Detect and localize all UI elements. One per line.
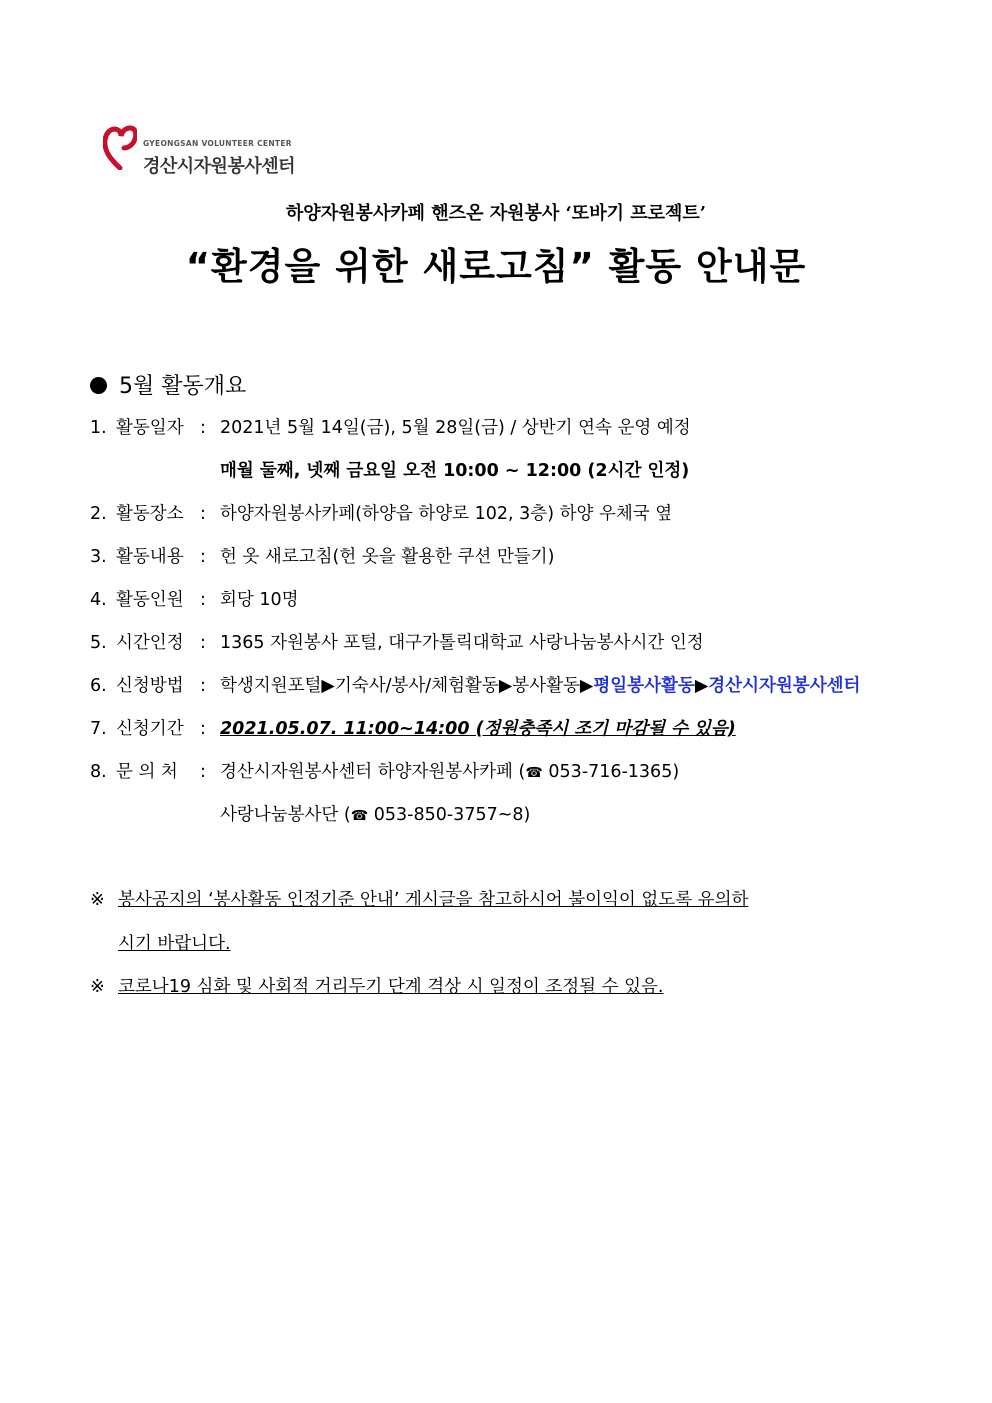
- apply-path-text: 학생지원포털▶기숙사/봉사/체험활동▶봉사활동▶: [220, 676, 594, 696]
- item-apply-period: [90, 715, 736, 740]
- section-heading: [90, 369, 246, 400]
- item-colon: :: [200, 590, 206, 610]
- item-label: 신청방법: [116, 676, 184, 696]
- item-value: 헌 옷 새로고침(헌 옷을 활용한 쿠션 만들기): [220, 547, 555, 567]
- item-number: 5.: [90, 633, 107, 653]
- item-number: 3.: [90, 547, 107, 567]
- item-value: 2021.05.07. 11:00~14:00 (정원충족시 조기 마감될 수 있음): [220, 719, 736, 739]
- item-label: 신청기간: [116, 719, 184, 739]
- note-2-text: 코로나19 심화 및 사회적 거리두기 단계 격상 시 일정이 조정될 수 있음.: [118, 977, 664, 997]
- item-apply-method: [90, 672, 860, 697]
- center-logo: [103, 122, 343, 182]
- item-time-credit: [90, 629, 704, 654]
- note-1-continued: 시기 바랍니다.: [118, 934, 231, 954]
- reference-mark: ※: [90, 890, 105, 910]
- item-date-detail: 매월 둘째, 넷째 금요일 오전 10:00 ~ 12:00 (2시간 인정): [220, 461, 690, 481]
- item-label: 활동장소: [116, 504, 184, 524]
- item-number: 8.: [90, 762, 107, 782]
- section-heading-text: 5월 활동개요: [119, 374, 247, 399]
- item-contact-detail: [220, 801, 530, 826]
- item-location: [90, 500, 672, 525]
- contact-name: 경산시자원봉사센터 하양자원봉사카페 (: [220, 762, 526, 782]
- item-colon: :: [200, 547, 206, 567]
- item-colon: :: [200, 762, 206, 782]
- item-label: 활동인원: [116, 590, 184, 610]
- item-label: 활동내용: [116, 547, 184, 567]
- note-1-text: 봉사공지의 ‘봉사활동 인정기준 안내’ 게시글을 참고하시어 불이익이 없도록 유의하: [118, 890, 749, 910]
- apply-path-weekday: 평일봉사활동: [593, 676, 695, 696]
- item-value: 2021년 5월 14일(금), 5월 28일(금) / 상반기 연속 운영 예정: [220, 418, 691, 438]
- note-2: [90, 973, 663, 998]
- item-number: 2.: [90, 504, 107, 524]
- item-content: [90, 543, 554, 568]
- item-colon: :: [200, 676, 206, 696]
- item-date: [90, 414, 691, 439]
- item-label: 시간인정: [116, 633, 184, 653]
- contact-phone: 053-716-1365): [542, 762, 680, 782]
- heart-logo-icon: [103, 124, 137, 170]
- logo-english-name: GYEONGSAN VOLUNTEER CENTER: [143, 139, 292, 148]
- contact-phone-2: 053-850-3757~8): [368, 805, 531, 825]
- item-label: 활동일자: [116, 418, 184, 438]
- reference-mark: ※: [90, 977, 105, 997]
- item-value: 회당 10명: [220, 590, 299, 610]
- logo-korean-name: 경산시자원봉사센터: [143, 156, 295, 177]
- item-colon: :: [200, 504, 206, 524]
- item-label: 문 의 처: [116, 762, 178, 782]
- item-number: 1.: [90, 418, 107, 438]
- note-1: [90, 886, 748, 911]
- phone-icon: ☎: [525, 765, 543, 781]
- item-number: 6.: [90, 676, 107, 696]
- item-number: 4.: [90, 590, 107, 610]
- item-colon: :: [200, 633, 206, 653]
- item-capacity: [90, 586, 299, 611]
- phone-icon: ☎: [350, 808, 369, 824]
- item-contact: [90, 758, 679, 783]
- apply-path-arrow: ▶: [694, 676, 709, 696]
- document-title: “환경을 위한 새로고침” 활동 안내문: [185, 245, 807, 288]
- item-colon: :: [200, 719, 206, 739]
- item-colon: :: [200, 418, 206, 438]
- apply-path-center: 경산시자원봉사센터: [708, 676, 861, 696]
- item-value: 하양자원봉사카페(하양읍 하양로 102, 3층) 하양 우체국 옆: [220, 504, 673, 524]
- item-value: 1365 자원봉사 포털, 대구가톨릭대학교 사랑나눔봉사시간 인정: [220, 633, 704, 653]
- document-subtitle: 하양자원봉사카페 핸즈온 자원봉사 ‘또바기 프로젝트’: [285, 203, 707, 224]
- item-number: 7.: [90, 719, 107, 739]
- bullet-dot-icon: [90, 377, 107, 394]
- contact-name-2: 사랑나눔봉사단 (: [220, 805, 351, 825]
